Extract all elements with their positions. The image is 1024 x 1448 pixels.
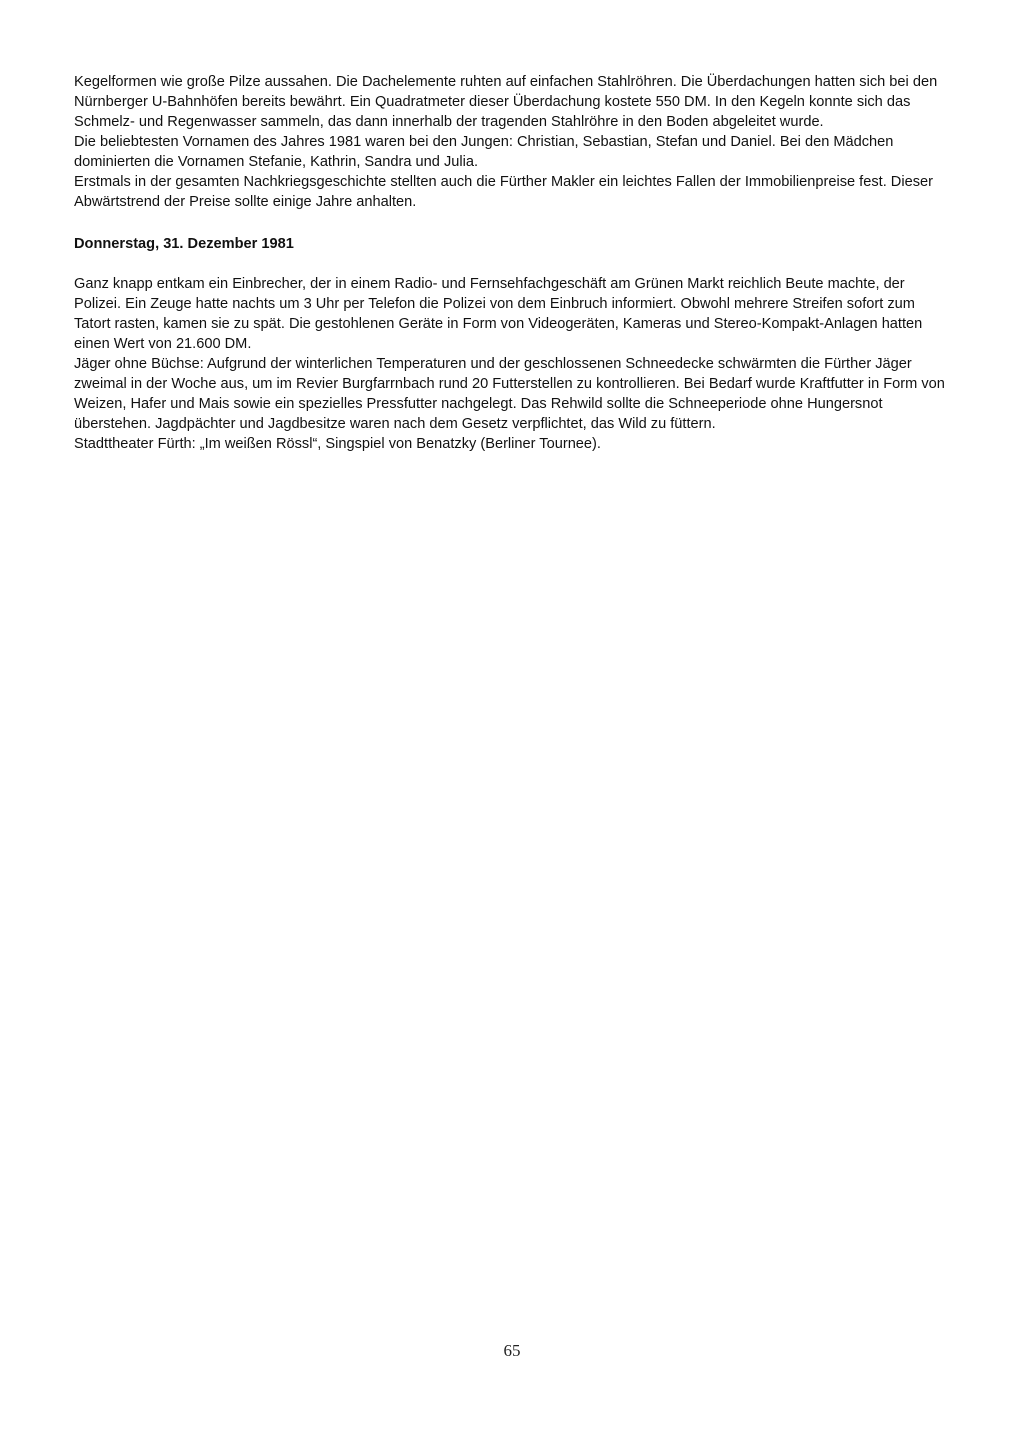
paragraph-popular-names: Die beliebtesten Vornamen des Jahres 1981 waren bei den Jungen: Christian, Sebastian, Stefan und Daniel. Bei den Mädchen dominierten die Vornamen Stefanie, Kathrin, Sandra und Julia. <box>74 134 894 170</box>
section-spacer <box>74 254 954 274</box>
paragraph-roof-construction: Kegelformen wie große Pilze aussahen. Die Dachelemente ruhten auf einfachen Stahlröhren. Die Überdachungen hatten sich bei den Nürnberger U-Bahnhöfen bereits bewährt. Ein Quadratmeter dieser Überdachung kostete 550 DM. In den Kegeln konnte sich das Schmelz- und Regenwasser sammeln, das dann innerhalb der tragenden Stahlröhre in den Boden abgeleitet wurde. <box>74 74 938 130</box>
page-number: 65 <box>503 1341 521 1360</box>
document-page <box>74 72 954 454</box>
paragraph-real-estate-prices: Erstmals in der gesamten Nachkriegsgeschichte stellten auch die Fürther Makler ein leichtes Fallen der Immobilienpreise fest. Dieser Abwärtstrend der Preise sollte einige Jahre anhalten. <box>74 174 933 210</box>
date-heading: Donnerstag, 31. Dezember 1981 <box>74 236 294 252</box>
paragraph-hunters: Jäger ohne Büchse: Aufgrund der winterlichen Temperaturen und der geschlossenen Schneedecke schwärmten die Fürther Jäger zweimal in der Woche aus, um im Revier Burgfarrnbach rund 20 Futterstellen zu kontrollieren. Bei Bedarf wurde Kraftfutter in Form von Weizen, Hafer und Mais sowie ein spezielles Pressfutter nachgelegt. Das Rehwild sollte die Schneeperiode ohne Hungersnot überstehen. Jagdpächter und Jagdbesitze waren nach dem Gesetz verpflichtet, das Wild zu füttern. <box>74 356 945 432</box>
paragraph-burglary: Ganz knapp entkam ein Einbrecher, der in einem Radio- und Fernsehfachgeschäft am Grünen Markt reichlich Beute machte, der Polizei. Ein Zeuge hatte nachts um 3 Uhr per Telefon die Polizei von dem Einbruch informiert. Obwohl mehrere Streifen sofort zum Tatort rasten, kamen sie zu spät. Die gestohlenen Geräte in Form von Videogeräten, Kameras und Stereo-Kompakt-Anlagen hatten einen Wert von 21.600 DM. <box>74 276 923 352</box>
paragraph-theater: Stadttheater Fürth: „Im weißen Rössl“, Singspiel von Benatzky (Berliner Tournee). <box>74 436 601 452</box>
